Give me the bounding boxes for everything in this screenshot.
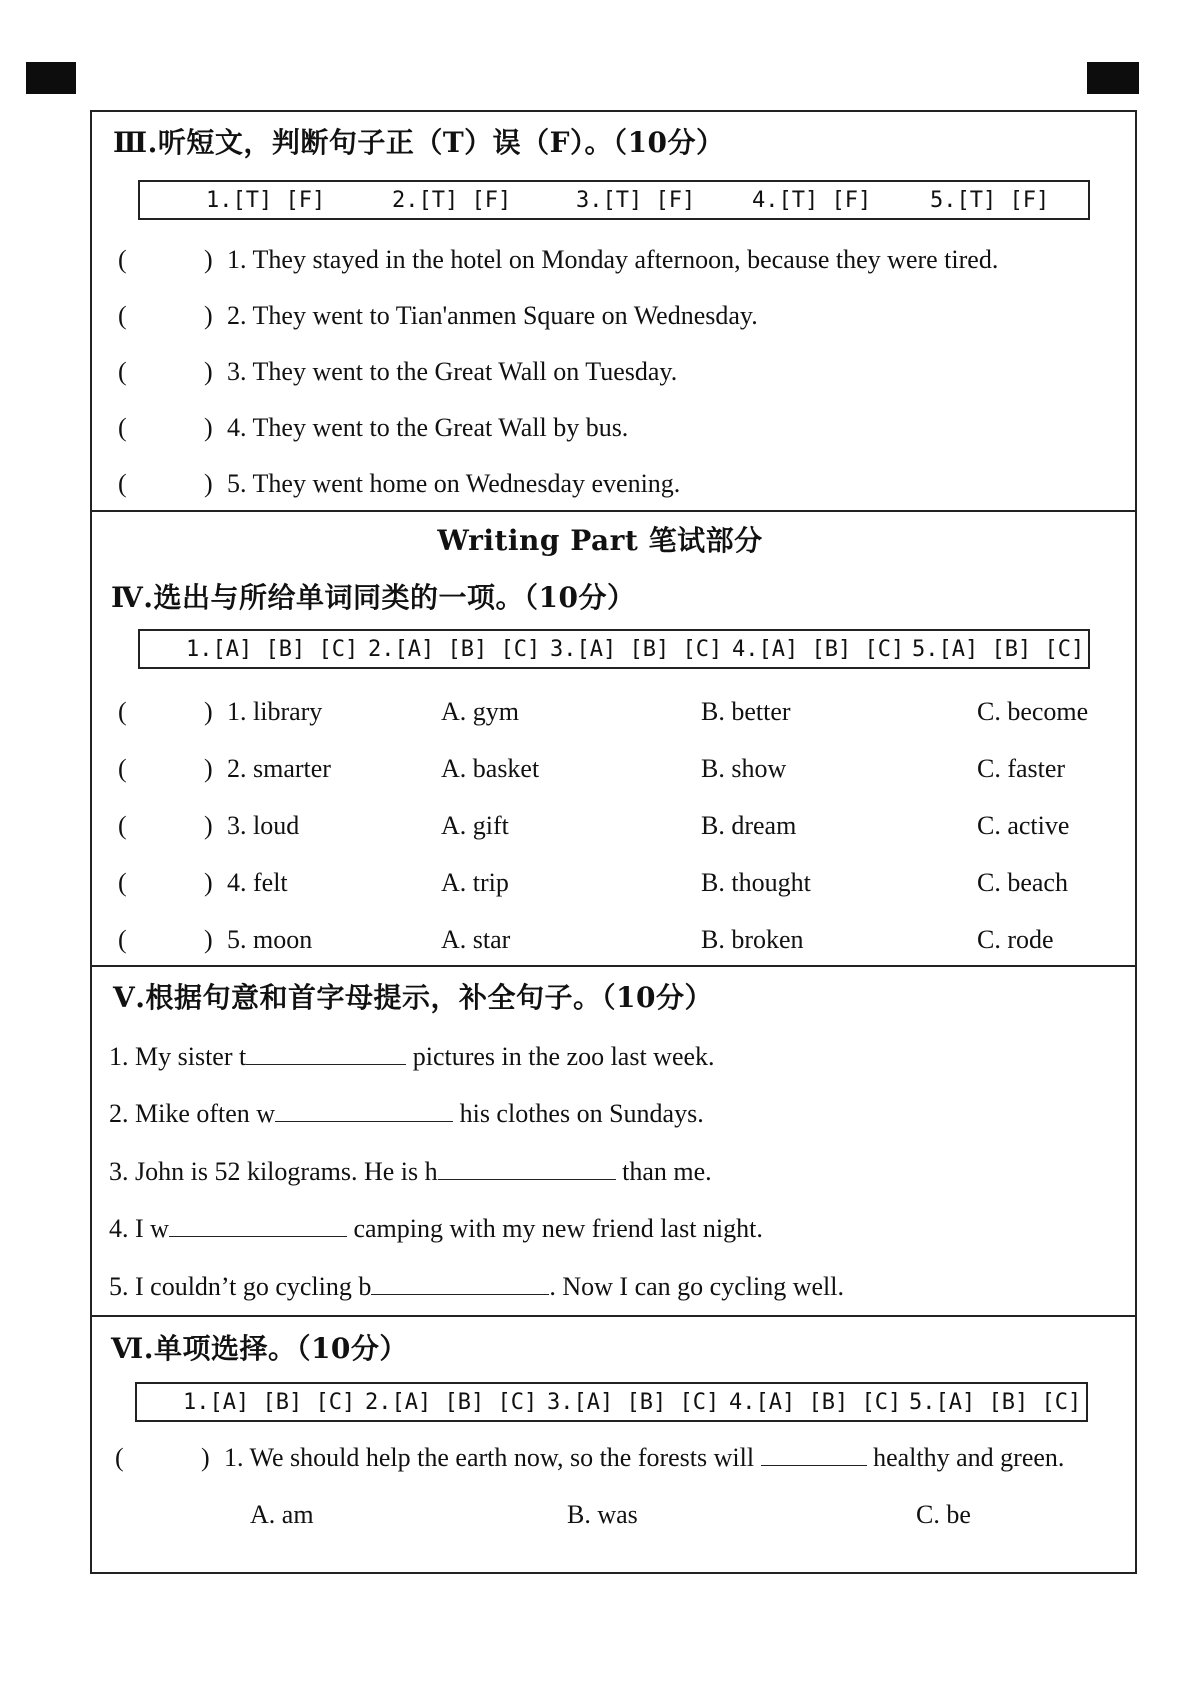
answer-paren-open: ( [118,469,127,498]
answer-paren-close: ) [201,1443,210,1472]
option-a: A. basket [441,754,540,783]
option-c: C. rode [977,925,1054,954]
writing-part-title: Writing Part 笔试部分 [437,524,763,557]
answer-bubble-1[interactable]: 1.[A] [B] [C] [183,1390,356,1415]
section6-heading: Ⅵ.单项选择。（10分） [111,1332,408,1365]
answer-paren-open: ( [118,245,127,274]
option-c: C. faster [977,754,1066,783]
answer-bubble-3[interactable]: 3.[A] [B] [C] [547,1390,720,1415]
question-text: 1. They stayed in the hotel on Monday afternoon, because they were tired. [227,245,999,274]
answer-blank[interactable] [371,1272,549,1295]
answer-paren-close: ) [204,357,213,386]
fill-blank-sentence: 5. I couldn’t go cycling b . Now I can go cycling well. [109,1272,844,1301]
option-b: B. was [567,1500,638,1529]
answer-paren-open: ( [115,1443,124,1472]
answer-paren-open: ( [118,697,127,726]
answer-blank[interactable] [761,1443,867,1466]
answer-blank[interactable] [438,1157,616,1180]
question-text: 2. They went to Tian'anmen Square on Wednesday. [227,301,758,330]
answer-blank[interactable] [246,1042,406,1065]
answer-paren-open: ( [118,754,127,783]
answer-paren-close: ) [204,245,213,274]
registration-mark-left [26,62,76,94]
option-b: B. better [701,697,791,726]
answer-paren-close: ) [204,925,213,954]
option-a: A. am [250,1500,314,1529]
option-c: C. be [916,1500,971,1529]
answer-bubble-3[interactable]: 3.[A] [B] [C] [550,637,723,662]
registration-mark-right [1087,62,1139,94]
answer-paren-close: ) [204,754,213,783]
fill-blank-sentence: 2. Mike often w his clothes on Sundays. [109,1099,704,1128]
option-c: C. become [977,697,1089,726]
answer-paren-open: ( [118,413,127,442]
answer-bubble-2[interactable]: 2.[A] [B] [C] [365,1390,538,1415]
section-divider [90,965,1137,967]
choice-question: 1. We should help the earth now, so the forests will healthy and green. [224,1443,1065,1472]
answer-bubble-5[interactable]: 5.[A] [B] [C] [912,637,1085,662]
section6-answer-box [135,1382,1088,1422]
question-text: 4. They went to the Great Wall by bus. [227,413,629,442]
answer-paren-close: ) [204,811,213,840]
option-c: C. active [977,811,1070,840]
answer-paren-open: ( [118,925,127,954]
question-text: 3. They went to the Great Wall on Tuesday. [227,357,678,386]
answer-paren-close: ) [204,413,213,442]
fill-blank-sentence: 1. My sister t pictures in the zoo last week. [109,1042,715,1071]
answer-bubble-4[interactable]: 4.[A] [B] [C] [729,1390,902,1415]
option-a: A. gift [441,811,509,840]
answer-bubble-4[interactable]: 4.[A] [B] [C] [732,637,905,662]
section4-heading: Ⅳ.选出与所给单词同类的一项。（10分） [111,581,636,614]
answer-bubble-2[interactable]: 2.[T] [F] [392,188,512,213]
given-word: 4. felt [227,868,288,897]
option-b: B. show [701,754,787,783]
answer-bubble-5[interactable]: 5.[A] [B] [C] [909,1390,1082,1415]
question-text: 5. They went home on Wednesday evening. [227,469,681,498]
answer-bubble-2[interactable]: 2.[A] [B] [C] [368,637,541,662]
fill-blank-sentence: 3. John is 52 kilograms. He is h than me. [109,1157,712,1186]
answer-paren-close: ) [204,301,213,330]
section-divider [90,510,1137,512]
option-a: A. star [441,925,511,954]
given-word: 5. moon [227,925,313,954]
given-word: 2. smarter [227,754,331,783]
option-b: B. dream [701,811,797,840]
answer-bubble-1[interactable]: 1.[A] [B] [C] [186,637,359,662]
option-a: A. gym [441,697,519,726]
section-divider [90,1315,1137,1317]
answer-paren-close: ) [204,868,213,897]
answer-paren-open: ( [118,357,127,386]
option-b: B. broken [701,925,804,954]
given-word: 3. loud [227,811,300,840]
answer-bubble-3[interactable]: 3.[T] [F] [576,188,696,213]
answer-bubble-1[interactable]: 1.[T] [F] [206,188,326,213]
answer-paren-close: ) [204,469,213,498]
answer-bubble-5[interactable]: 5.[T] [F] [930,188,1050,213]
answer-blank[interactable] [169,1214,347,1237]
given-word: 1. library [227,697,323,726]
section3-heading: Ⅲ.听短文，判断句子正（T）误（F）。（10分） [113,126,725,159]
answer-paren-open: ( [118,868,127,897]
section5-heading: Ⅴ.根据句意和首字母提示，补全句子。（10分） [113,981,713,1014]
section4-answer-box [138,629,1090,669]
option-a: A. trip [441,868,509,897]
answer-bubble-4[interactable]: 4.[T] [F] [752,188,872,213]
option-b: B. thought [701,868,811,897]
answer-blank[interactable] [275,1099,453,1122]
option-c: C. beach [977,868,1068,897]
section3-answer-box [138,180,1090,220]
answer-paren-close: ) [204,697,213,726]
answer-paren-open: ( [118,811,127,840]
fill-blank-sentence: 4. I w camping with my new friend last night. [109,1214,763,1243]
answer-paren-open: ( [118,301,127,330]
